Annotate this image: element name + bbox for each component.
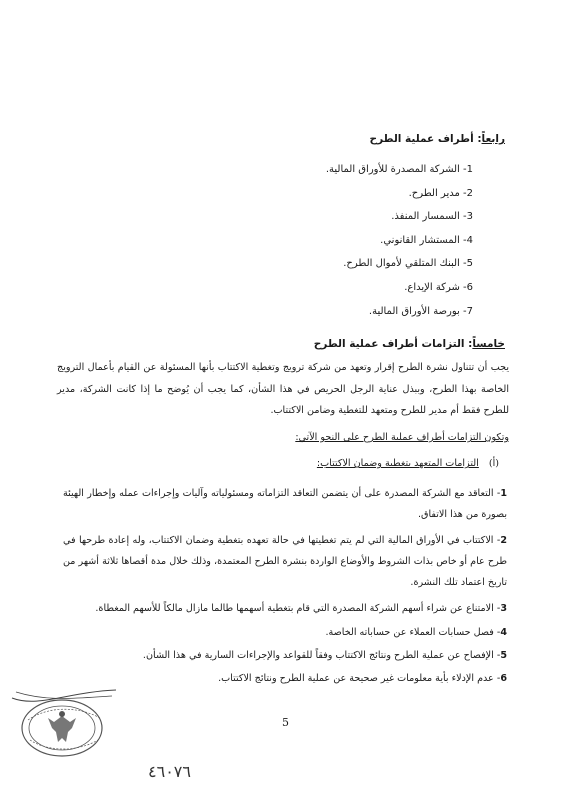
section-5-paragraph: يجب أن تتناول نشرة الطرح إقرار وتعهد من شركة ترويج وتغطية الاكتتاب بأنها المسئولة عن القيام بأعمال الترويج الخاصة بهذا الطرح، وببذل عناية الرجل الحريص في هذا الشأن، كما يجب أن يُوضح ما إذا كانت الشركة، مدير للطرح فقط أم مدير للطرح ومتعهد للتغطية وضامن الاكتتاب. xyxy=(57,362,509,417)
obligation-number: 1 xyxy=(500,488,508,499)
section-5-heading xyxy=(314,338,505,350)
list-item: 3- السمسار المنفذ. xyxy=(391,211,473,223)
page-number: 5 xyxy=(282,716,289,729)
obligation-number: 4 xyxy=(500,627,507,638)
section-4-heading xyxy=(370,133,505,145)
obligation-text: الإفصاح عن عملية الطرح ونتائج الاكتتاب وفقاً للقواعد والإجراءات السارية في هذا الشأن. xyxy=(142,650,494,661)
obligation-text: عدم الإدلاء بأية معلومات غير صحيحة عن عملية الطرح ونتائج الاكتتاب. xyxy=(218,673,494,684)
list-item: 5- البنك المتلقي لأموال الطرح. xyxy=(343,258,473,270)
list-item: 4- المستشار القانوني. xyxy=(380,234,473,246)
list-item: 7- بورصة الأوراق المالية. xyxy=(368,305,473,317)
handwritten-number: ٤٦٠٧٦ xyxy=(148,762,191,781)
obligation-text: فصل حسابات العملاء عن حساباته الخاصة. xyxy=(325,627,494,638)
obligation-item: 3- الامتناع عن شراء أسهم الشركة المصدرة التي قام بتغطية أسهمها طالما مازال مالكاً للأسهم المغطاة. xyxy=(95,603,507,614)
obligation-text: التعاقد مع الشركة المصدرة على أن يتضمن التعاقد التزاماته ومسئولياته وآليات وإجراءات عمله وإخطار الهيئة بصورة من هذا الاتفاق. xyxy=(63,488,507,520)
subsection-a-title: التزامات المتعهد بتغطية وضمان الاكتتاب: xyxy=(316,458,479,469)
obligation-item: 2- الاكتتاب في الأوراق المالية التي لم يتم تغطيتها في حالة تعهده بتغطية وضمان الاكتتاب، وله إعادة طرحها في طرح عام أو خاص بذات الشروط والأوضاع الواردة بنشرة الطرح المعتمدة، وذلك خلال مدة أقصاها ثلاثة أشهر من تاريخ اعتماد تلك النشرة. xyxy=(63,535,507,588)
obligations-intro: وتكون التزامات أطراف عملية الطرح على النحو الآتي: xyxy=(295,432,509,443)
list-item: 2- مدير الطرح. xyxy=(408,187,473,199)
obligation-item: 5- الإفصاح عن عملية الطرح ونتائج الاكتتاب وفقاً للقواعد والإجراءات السارية في هذا الشأن. xyxy=(142,650,507,661)
obligation-number: 2 xyxy=(500,535,507,546)
obligation-number: 5 xyxy=(500,650,507,661)
parties-list xyxy=(326,158,473,323)
subsection-a-heading xyxy=(317,458,499,469)
eagle-seal-icon xyxy=(8,688,120,760)
section-4-label: رابعاً xyxy=(481,133,505,145)
list-item: 6- شركة الإيداع. xyxy=(404,281,473,293)
obligation-item: 4- فصل حسابات العملاء عن حساباته الخاصة. xyxy=(325,627,507,638)
obligation-text: الاكتتاب في الأوراق المالية التي لم يتم تغطيتها في حالة تعهده بتغطية وضمان الاكتتاب، وله إعادة طرحها في طرح عام أو خاص بذات الشروط والأوضاع الواردة بنشرة الطرح المعتمدة، وذلك خلال مدة أقصاها ثلاثة أشهر من تاريخ اعتماد تلك النشرة. xyxy=(63,535,507,588)
section-4-title: : أطراف عملية الطرح xyxy=(369,133,482,145)
obligation-item: 1- التعاقد مع الشركة المصدرة على أن يتضمن التعاقد التزاماته ومسئولياته وآليات وإجراءات عمله وإخطار الهيئة بصورة من هذا الاتفاق. xyxy=(63,488,508,520)
list-item: 1- الشركة المصدرة للأوراق المالية. xyxy=(325,164,473,175)
obligation-item: 6- عدم الإدلاء بأية معلومات غير صحيحة عن عملية الطرح ونتائج الاكتتاب. xyxy=(218,673,507,684)
obligation-number: 3 xyxy=(500,603,507,614)
section-5-label: خامساً xyxy=(472,338,505,350)
obligation-number: 6 xyxy=(500,673,507,684)
obligation-text: الامتناع عن شراء أسهم الشركة المصدرة التي قام بتغطية أسهمها طالما مازال مالكاً للأسهم المغطاة. xyxy=(95,603,494,614)
subsection-a-marker: (أ) xyxy=(488,458,499,469)
section-5-title: : التزامات أطراف عملية الطرح xyxy=(313,338,473,350)
